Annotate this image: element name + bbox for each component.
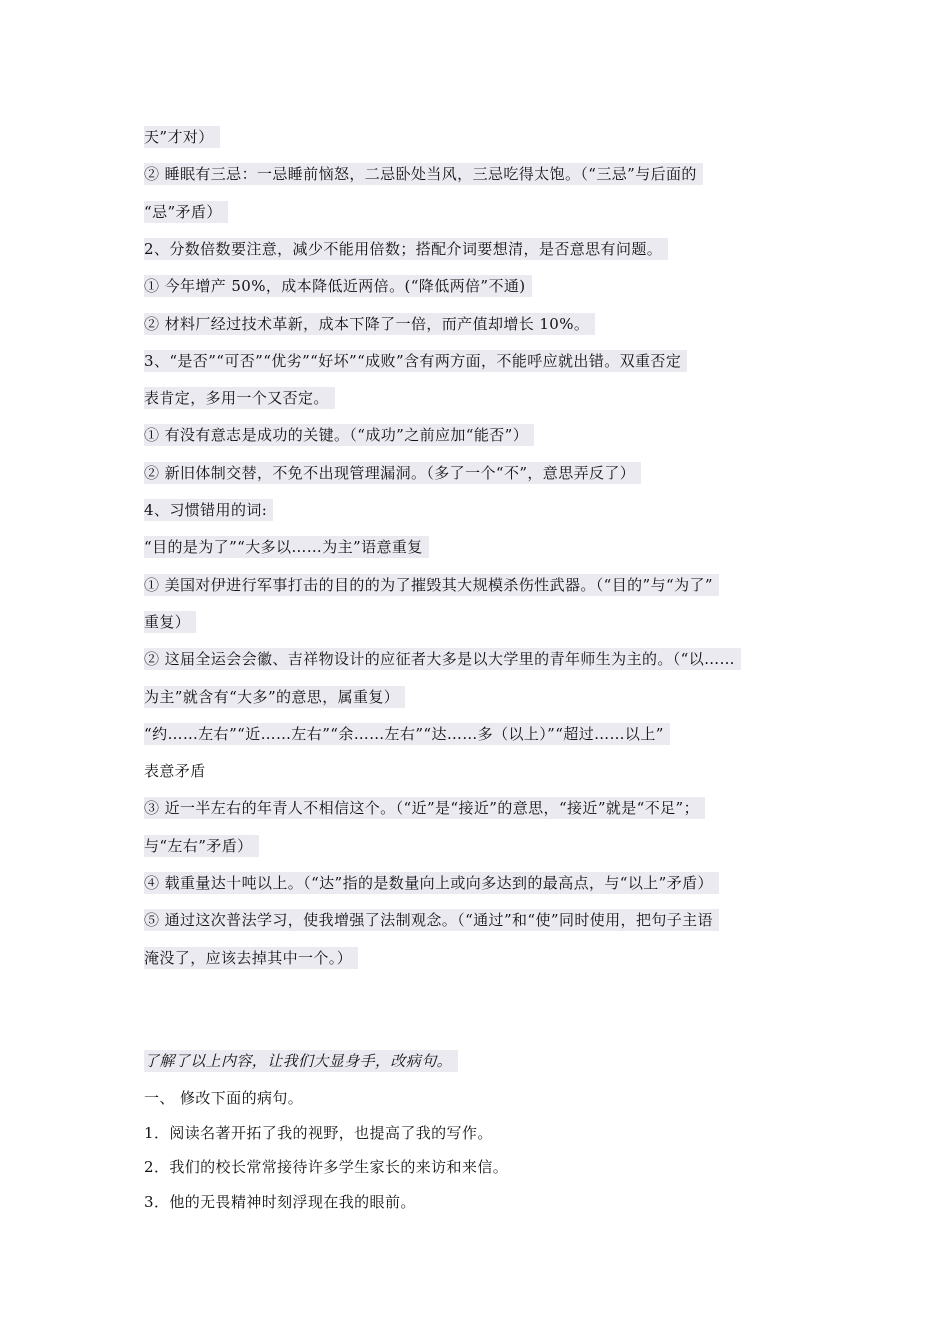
- text-line: 重复）: [144, 609, 196, 635]
- text-line: 与“左右”矛盾）: [144, 833, 259, 859]
- text-line: “约……左右”“近……左右”“余……左右”“达……多（以上）”“超过……以上”: [144, 721, 670, 747]
- text-line: 4、习惯错用的词:: [144, 497, 273, 523]
- section-heading: 一、 修改下面的病句。: [144, 1089, 304, 1107]
- text-line: 3、“是否”“可否”“优劣”“好坏”“成败”含有两方面，不能呼应就出错。双重否定: [144, 348, 687, 374]
- text-line: 2、分数倍数要注意，减少不能用倍数；搭配介词要想清，是否意思有问题。: [144, 236, 668, 262]
- text-line: “忌”矛盾）: [144, 199, 228, 225]
- text-line: ① 今年增产 50%，成本降低近两倍。(“降低两倍”不通): [144, 273, 532, 299]
- intro-text: 了解了以上内容，让我们大显身手，改病句。: [144, 1048, 458, 1074]
- text-line: “目的是为了”“大多以……为主”语意重复: [144, 534, 429, 560]
- exercise-item: 3．他的无畏精神时刻浮现在我的眼前。: [144, 1193, 416, 1211]
- text-line: ④ 载重量达十吨以上。（“达”指的是数量向上或向多达到的最高点，与“以上”矛盾）: [144, 870, 719, 896]
- text-line: 淹没了，应该去掉其中一个。）: [144, 945, 358, 971]
- text-line: ③ 近一半左右的年青人不相信这个。（“近”是“接近”的意思，“接近”就是“不足”；: [144, 795, 705, 821]
- text-line: ② 这届全运会会徽、吉祥物设计的应征者大多是以大学里的青年师生为主的。（“以……: [144, 646, 741, 672]
- text-line: ⑤ 通过这次普法学习，使我增强了法制观念。（“通过”和“使”同时使用，把句子主语: [144, 907, 719, 933]
- text-line: ① 有没有意志是成功的关键。（“成功”之前应加“能否”）: [144, 422, 534, 448]
- exercise-item: 2．我们的校长常常接待许多学生家长的来访和来信。: [144, 1158, 509, 1176]
- text-line: 为主”就含有“大多”的意思，属重复）: [144, 684, 405, 710]
- text-line: 表肯定，多用一个又否定。: [144, 385, 335, 411]
- text-line: ② 新旧体制交替，不免不出现管理漏洞。（多了一个“不”，意思弄反了）: [144, 460, 641, 486]
- text-line: ② 睡眠有三忌：一忌睡前恼怒，二忌卧处当风，三忌吃得太饱。（“三忌”与后面的: [144, 161, 703, 187]
- exercise-item: 1．阅读名著开拓了我的视野，也提高了我的写作。: [144, 1124, 493, 1142]
- text-line: ① 美国对伊进行军事打击的目的的为了摧毁其大规模杀伤性武器。（“目的”与“为了”: [144, 572, 719, 598]
- text-line: 表意矛盾: [144, 762, 206, 780]
- text-line: 天”才对）: [144, 124, 220, 150]
- text-line: ② 材料厂经过技术革新，成本下降了一倍，而产值却增长 10%。: [144, 311, 595, 337]
